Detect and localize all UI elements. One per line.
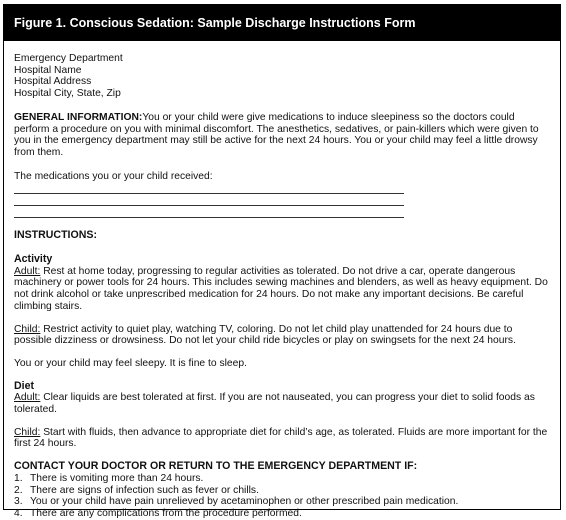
general-heading: GENERAL INFORMATION: <box>14 111 143 123</box>
list-item <box>14 473 550 485</box>
list-item-text: There are any complications from the procedure performed. <box>30 507 302 519</box>
list-item-number: 3. <box>14 496 23 508</box>
medications-label: The medications you or your child received: <box>14 170 213 182</box>
medications-line-2 <box>14 194 404 206</box>
list-item-number: 4. <box>14 507 23 519</box>
activity-adult-label: Adult: <box>14 265 41 277</box>
contact-list <box>14 473 550 520</box>
activity-adult-text: Rest at home today, progressing to regular activities as tolerated. Do not drive a car, operate dangerous machinery or power tools for 24 hours. This includes sewing machines and blenders, as well as heavy equipment. Do not drink alcohol or take unprescribed medication for 24 hours. Do not make any important decisions. Be careful climbing stairs. <box>14 265 548 312</box>
medications-line-3 <box>14 206 404 218</box>
diet-child-text: Start with fluids, then advance to appropriate diet for child’s age, as tolerated. Fluids are more important for the first 24 hours. <box>14 426 548 450</box>
discharge-form <box>3 4 561 519</box>
diet-adult <box>14 392 550 415</box>
hospital-address: Hospital Address <box>14 76 92 88</box>
list-item-number: 1. <box>14 472 23 484</box>
hospital-name: Hospital Name <box>14 64 82 76</box>
diet-adult-label: Adult: <box>14 392 41 404</box>
activity-child <box>14 324 550 347</box>
list-item <box>14 485 550 497</box>
activity-adult <box>14 266 550 313</box>
activity-child-label: Child: <box>14 323 41 335</box>
hospital-city: Hospital City, State, Zip <box>14 88 121 100</box>
diet-adult-text: Clear liquids are best tolerated at first. If you are not nauseated, you can progress your diet to solid foods as tolerated. <box>14 392 535 416</box>
form-content <box>4 41 560 520</box>
list-item <box>14 508 550 520</box>
list-item <box>14 496 550 508</box>
figure-title: Figure 1. Conscious Sedation: Sample Discharge Instructions Form <box>4 5 560 41</box>
activity-child-text: Restrict activity to quiet play, watching TV, coloring. Do not let child play unattended for 24 hours due to possible dizziness or drowsiness. Do not let your child ride bicycles or play on swingsets for the next 24 hours. <box>14 323 516 347</box>
activity-heading: Activity <box>14 253 53 266</box>
hospital-dept: Emergency Department <box>14 53 123 64</box>
activity-sleepy: You or your child may feel sleepy. It is fine to sleep. <box>14 357 247 369</box>
list-item-text: There are signs of infection such as fever or chills. <box>30 484 259 496</box>
diet-heading: Diet <box>14 379 35 392</box>
general-information <box>14 112 550 159</box>
list-item-text: You or your child have pain unrelieved by acetaminophen or other prescribed pain medication. <box>30 496 459 508</box>
general-text: You or your child were give medications to induce sleepiness so the doctors could perform a procedure on you with minimal discomfort. The anesthetics, sedatives, or pain-killers which were given to you in the emergency department may still be active for the next 24 hours. You or your child may feel a little drowsy from them. <box>14 111 539 158</box>
instructions-heading: INSTRUCTIONS: <box>14 229 97 242</box>
medications-line-1 <box>14 182 404 194</box>
diet-child <box>14 427 550 450</box>
list-item-number: 2. <box>14 484 23 496</box>
list-item-text: There is vomiting more than 24 hours. <box>30 472 204 484</box>
contact-heading: CONTACT YOUR DOCTOR OR RETURN TO THE EMERGENCY DEPARTMENT IF: <box>14 460 418 473</box>
diet-child-label: Child: <box>14 426 41 438</box>
